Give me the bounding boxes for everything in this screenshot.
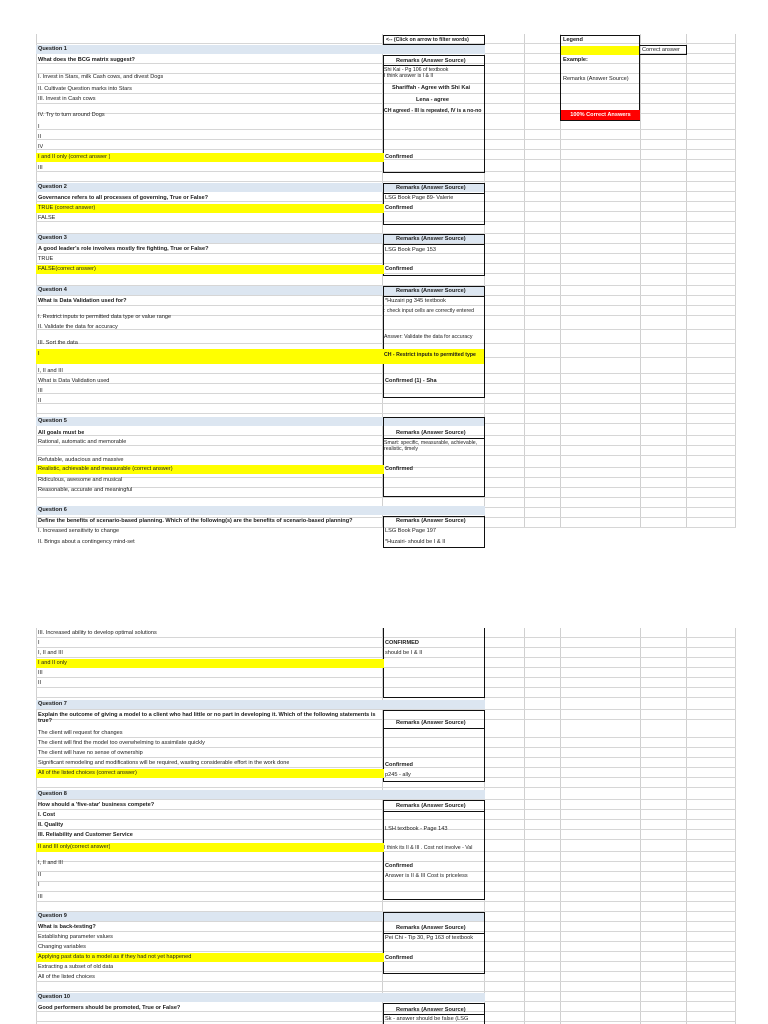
divider — [383, 811, 485, 812]
legend-correct-label: Correct answer — [642, 47, 680, 53]
q6-remark-3: CONFIRMED — [385, 640, 419, 646]
q8-opt2: II. Quality — [38, 822, 64, 828]
q2-remarks-header: Remarks (Answer Source) — [396, 185, 466, 191]
q9-correct: Applying past data to a model as if they had not yet happened — [38, 954, 192, 960]
q6-ans-a: I — [38, 640, 40, 646]
q5-correct: Realistic, achievable and measurable (correct answer) — [38, 466, 173, 472]
q2-remark-1: LSG Book Page 89- Valerie — [385, 195, 454, 201]
q4-remark-2: : check input cells are correctly entered — [384, 308, 474, 314]
q9-remarks-box — [383, 912, 485, 974]
q7-correct: All of the listed choices (correct answer) — [38, 770, 137, 776]
q8-opt1: I. Cost — [38, 812, 56, 818]
q3-other: TRUE — [38, 256, 54, 262]
q1-ans-e: III — [38, 165, 43, 171]
q10-remark-1: Sk - answer should be false (LSG — [385, 1016, 469, 1022]
q5-opt4: Ridiculous, awesome and musical — [38, 477, 123, 483]
q3-remark-1: LSG Book Page 153 — [385, 247, 437, 253]
q1-correct: I and II only (correct answer ) — [38, 154, 111, 160]
q6-remark-1: LSG Book Page 197 — [385, 528, 437, 534]
q4-correct: I — [38, 351, 40, 357]
q1-title: Question 1 — [38, 46, 67, 52]
q7-opt2: The client will find the model too overwhelming to assimilate quickly — [38, 740, 205, 746]
q1-remark-1 — [384, 67, 484, 79]
q7-opt3: The client will have no sense of ownership — [38, 750, 143, 756]
q10-remarks-header: Remarks (Answer Source) — [396, 1007, 466, 1013]
q1-remark-1-text: Shi Kai - Pg 106 of textbook — [384, 67, 449, 73]
q4-correct-highlight — [36, 349, 384, 364]
q3-question: A good leader's role involves mostly fire fighting, True or False? — [38, 246, 209, 252]
q4-remark-1: *Huzairi pg 345 textbook — [385, 298, 446, 304]
legend-remarks: Remarks (Answer Source) — [563, 76, 629, 82]
q8-title: Question 8 — [38, 791, 67, 797]
q4-title: Question 4 — [38, 287, 67, 293]
q9-remark-2: Confirmed — [385, 955, 413, 961]
q2-question: Governance refers to all processes of governing, True or False? — [38, 195, 209, 201]
q5-opt1: Rational, automatic and memorable — [38, 439, 127, 445]
q8-remark-2: I think its II & III . Cost not involve - Val — [384, 845, 473, 851]
q9-opt4: Extracting a subset of old data — [38, 964, 114, 970]
q8-ans-c: II — [38, 872, 42, 878]
q4-remark-4: CH - Restrict inputs to permitted type — [384, 352, 476, 358]
q7-remark-1: Confirmed — [385, 762, 413, 768]
q8-remark-1: LSH textbook - Page 143 — [385, 826, 448, 832]
q6-header — [36, 506, 485, 515]
q1-opt2: II. Cultivate Question marks into Stars — [38, 86, 132, 92]
divider — [383, 65, 485, 66]
q8-remark-3: Confirmed — [385, 863, 413, 869]
q1-remarks-header: Remarks (Answer Source) — [396, 58, 466, 64]
q6-remarks-header: Remarks (Answer Source) — [396, 518, 466, 524]
q1-remark-5: Confirmed — [385, 154, 413, 160]
q5-remark-2: Confirmed — [385, 466, 413, 472]
q1-opt1: I. Invest in Stars, milk Cash cows, and divest Dogs — [38, 74, 164, 80]
q4-opt3: III. Sort the data — [38, 340, 78, 346]
q6-ans-b: I, II and III — [38, 650, 63, 656]
q4-remark-3: Answer: Validate the data for accuracy — [384, 334, 473, 340]
q7-remarks-header: Remarks (Answer Source) — [396, 720, 466, 726]
q1-opt3: III. Invest in Cash cows — [38, 96, 96, 102]
q4-remark-5: Confirmed (1) - Sha — [385, 378, 437, 384]
q10-question: Good performers should be promoted, True or False? — [38, 1005, 181, 1011]
q6-correct: I and II only — [38, 660, 67, 666]
q3-remark-2: Confirmed — [385, 266, 413, 272]
q7-header — [36, 700, 485, 709]
q6-remarks-box-lower — [383, 526, 485, 548]
q6-ans-e: II — [38, 680, 42, 686]
q6-opt1: I. Increased sensitivity to change — [38, 528, 120, 534]
q7-title: Question 7 — [38, 701, 67, 707]
q8-header — [36, 790, 485, 799]
q9-opt2: Changing variables — [38, 944, 86, 950]
q4-ans-e: II — [38, 398, 42, 404]
q9-opt1: Establishing parameter values — [38, 934, 113, 940]
q8-ans-b: I, II and III — [38, 860, 63, 866]
q1-question: What does the BCG matrix suggest? — [38, 57, 135, 63]
q9-title: Question 9 — [38, 913, 67, 919]
q5-opt2: Refutable, audacious and massive — [38, 457, 124, 463]
q8-opt3: III. Reliability and Customer Service — [38, 832, 133, 838]
q6-opt2: II. Brings about a contingency mind-set — [38, 539, 135, 545]
q1-header — [36, 45, 485, 54]
q1-remark-2: Shariffah - Agree with Shi Kai — [392, 85, 471, 91]
q6-question: Define the benefits of scenario-based planning. Which of the following(s) are the benefits of scenario-based planning? — [38, 518, 353, 524]
legend-example: Example: — [563, 57, 588, 63]
q3-title: Question 3 — [38, 235, 67, 241]
q2-remark-2: Confirmed — [385, 205, 413, 211]
legend-100-correct: 100% Correct Answers — [561, 110, 640, 120]
q1-remark-4: CH agreed - III is repeated, IV is a no-no — [384, 108, 482, 114]
q6-remark-4: should be I & II — [385, 650, 423, 656]
q6-title: Question 6 — [38, 507, 67, 513]
q9-opt5: All of the listed choices — [38, 974, 95, 980]
q1-remark-3: Lena - agree — [416, 97, 449, 103]
q10-title: Question 10 — [38, 994, 71, 1000]
q6-opt3: III. Increased ability to develop optimal solutions — [38, 630, 157, 636]
q3-remarks-header: Remarks (Answer Source) — [396, 236, 466, 242]
q4-question: What is Data Validation used for? — [38, 298, 127, 304]
q2-correct: TRUE (correct answer) — [38, 205, 96, 211]
legend-title: Legend — [563, 37, 583, 43]
q1-remark-1b-text: I think answer is I & II — [384, 73, 434, 79]
legend-correct-swatch — [561, 46, 640, 55]
q5-remarks-header: Remarks (Answer Source) — [396, 430, 466, 436]
divider — [383, 438, 485, 439]
q5-opt5: Reasonable, accurate and meaningful — [38, 487, 133, 493]
q4-ans-c: What is Data Validation used — [38, 378, 110, 384]
q8-question: How should a 'five-star' business compete? — [38, 802, 155, 808]
q5-title: Question 5 — [38, 418, 67, 424]
q2-other: FALSE — [38, 215, 56, 221]
q9-question: What is back-testing? — [38, 924, 96, 930]
q2-title: Question 2 — [38, 184, 67, 190]
q6-ans-d: III — [38, 670, 43, 676]
q5-remark-1: Smart: specific, measurable, achievable, realistic, timely — [384, 440, 478, 452]
q8-remark-4: Answer is II & III Cost is priceless — [385, 873, 468, 879]
q8-remarks-header: Remarks (Answer Source) — [396, 803, 466, 809]
q1-ans-c: IV — [38, 144, 44, 150]
q6-remark-2: *Huzairi- should be I & II — [385, 539, 446, 545]
q6-correct-highlight — [36, 659, 384, 668]
q10-header — [36, 993, 485, 1002]
q8-ans-d: I — [38, 882, 40, 888]
q4-remarks-header: Remarks (Answer Source) — [396, 288, 466, 294]
q4-opt1: I. Restrict inputs to permitted data type or value range — [38, 314, 172, 320]
q4-ans-b: I, II and III — [38, 368, 63, 374]
q4-ans-d: III — [38, 388, 43, 394]
q7-question: Explain the outcome of giving a model to a client who had little or no part in developing it. Which of the following statements is true? — [38, 712, 376, 724]
q8-ans-e: III — [38, 894, 43, 900]
q1-opt4: IV. Try to turn around Dogs — [38, 112, 105, 118]
q9-remarks-header: Remarks (Answer Source) — [396, 925, 466, 931]
q1-ans-b: II — [38, 134, 42, 140]
q9-remark-1: Pei Chi - Tip 30, Pg 163 of textbook — [385, 935, 473, 941]
filter-hint: <-- (Click on arrow to filter words) — [386, 37, 469, 43]
divider — [383, 728, 485, 729]
q7-opt1: The client will request for changes — [38, 730, 123, 736]
q4-opt2: II. Validate the data for accuracy — [38, 324, 118, 330]
q7-remark-2: p245 - ally — [385, 772, 411, 778]
q1-ans-a: I — [38, 124, 40, 130]
q3-correct: FALSE(correct answer) — [38, 266, 96, 272]
q8-correct: II and III only(correct answer) — [38, 844, 111, 850]
q5-question: All goals must be — [38, 430, 85, 436]
q7-opt4: Significant remodeling and modifications will be required, wasting considerable effort in the work done — [38, 760, 290, 766]
